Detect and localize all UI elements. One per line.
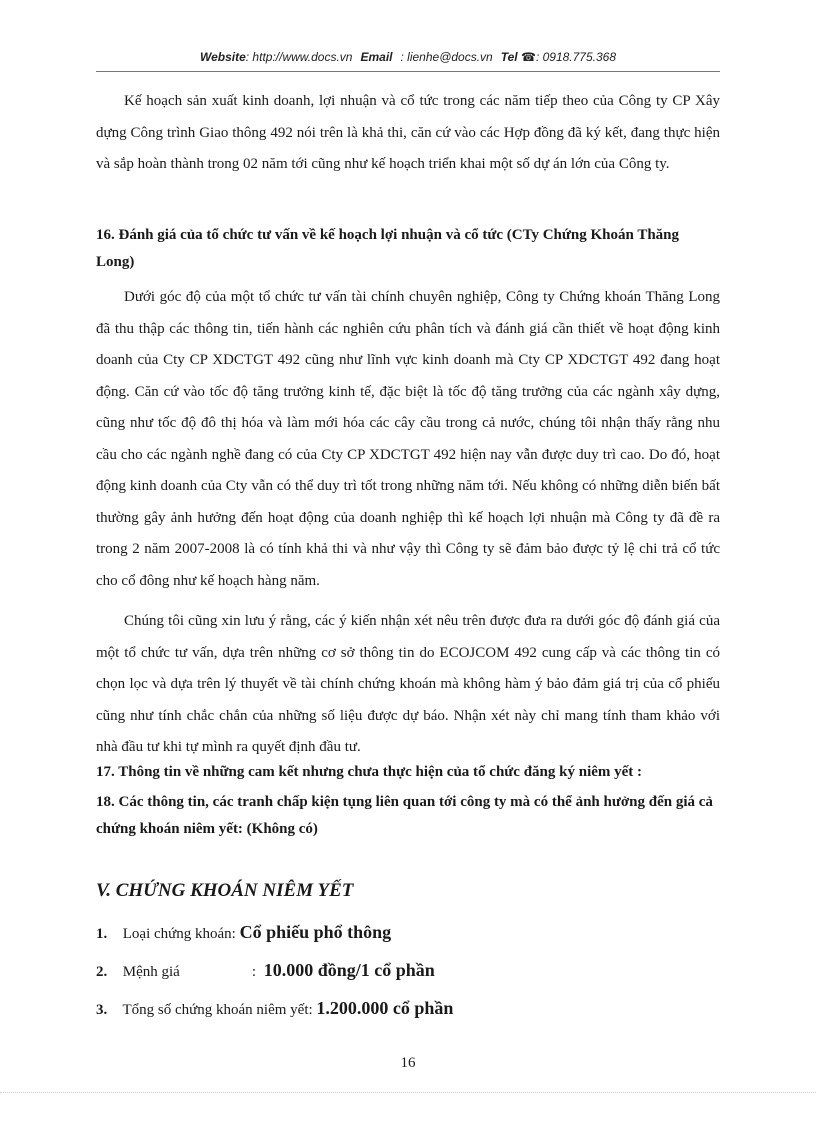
intro-paragraph: Kế hoạch sản xuất kinh doanh, lợi nhuận và cổ tức trong các năm tiếp theo của Công ty CP Xây dựng Công trình Giao thông 492 nói trên là khả thi, căn cứ vào các Hợp đồng đã ký kết, đang thực hiện và sắp hoàn thành trong 02 năm tới cũng như kế hoạch triển khai một số dự án lớn của Công ty. <box>96 93 720 172</box>
section-18-heading: 18. Các thông tin, các tranh chấp kiện tụng liên quan tới công ty mà có thể ảnh hưởng đến giá cả chứng khoán niêm yết: (Không có) <box>96 794 713 837</box>
listing-item-total <box>96 998 453 1019</box>
page-header <box>96 50 720 64</box>
item-number: 1. <box>96 926 108 942</box>
section-16-heading: 16. Đánh giá của tổ chức tư vấn về kế hoạch lợi nhuận và cổ tức (CTy Chứng Khoán Thăng Long) <box>96 227 680 270</box>
item-value: 10.000 đồng/1 cổ phần <box>263 960 435 980</box>
item-colon: : <box>251 964 256 980</box>
section-16-paragraph-2: Chúng tôi cũng xin lưu ý rằng, các ý kiến nhận xét nêu trên được đưa ra dưới góc độ đánh giá của một tổ chức tư vấn, dựa trên những cơ sở thông tin do ECOJCOM 492 cung cấp và các thông tin có chọn lọc và dựa trên lý thuyết về tài chính chứng khoán mà không hàm ý bảo đảm giá trị của cổ phiếu cũng như tính chắc chắn của những số liệu được dự báo. Nhận xét này chỉ mang tính tham khảo với nhà đầu tư khi tự mình ra quyết định đầu tư. <box>96 613 720 755</box>
intro-block <box>96 86 720 181</box>
item-value: Cổ phiếu phổ thông <box>239 922 392 942</box>
tel-value: : 0918.775.368 <box>535 50 617 64</box>
page-number: 16 <box>400 1055 416 1071</box>
phone-icon: ☎ <box>520 50 536 64</box>
item-number: 2. <box>96 964 108 980</box>
listing-item-par-value <box>96 960 435 981</box>
item-number: 3. <box>96 1002 108 1018</box>
footer-divider <box>0 1092 816 1093</box>
section-16-paragraph-1: Dưới góc độ của một tổ chức tư vấn tài chính chuyên nghiệp, Công ty Chứng khoán Thăng Long đã thu thập các thông tin, tiến hành các nghiên cứu phân tích và đánh giá cần thiết về hoạt động kinh doanh của Cty CP XDCTGT 492 cũng như lĩnh vực kinh doanh mà Cty CP XDCTGT 492 đang hoạt động. Căn cứ vào tốc độ tăng trưởng kinh tế, đặc biệt là tốc độ tăng trưởng của các ngành xây dựng, cũng như tốc độ đô thị hóa và làm mới hóa các cây cầu trong cả nước, chúng tôi nhận thấy rằng nhu cầu cho các ngành nghề đang có của Cty CP XDCTGT 492 hiện nay vẫn được duy trì cao. Do đó, hoạt động kinh doanh của Cty vẫn có thể duy trì tốt trong những năm tới. Nếu không có những diễn biến bất thường gây ảnh hưởng đến hoạt động của doanh nghiệp thì kế hoạch lợi nhuận mà Công ty đã đề ra trong 2 năm 2007-2008 là có tính khả thi và như vậy thì Công ty sẽ đảm bảo được tỷ lệ chi trả cổ tức cho cổ đông như kế hoạch hàng năm. <box>96 289 720 589</box>
tel-label: Tel <box>500 50 518 64</box>
section-16-body <box>96 282 720 764</box>
item-label: Loại chứng khoán: <box>122 926 236 942</box>
item-label: Tổng số chứng khoán niêm yết: <box>122 1002 313 1018</box>
listing-item-type <box>96 922 391 943</box>
header-divider <box>96 71 720 72</box>
item-value: 1.200.000 cổ phần <box>316 998 454 1018</box>
section-v-title: V. CHỨNG KHOÁN NIÊM YẾT <box>96 880 354 901</box>
email-value[interactable]: : lienhe@docs.vn <box>400 50 493 64</box>
website-value[interactable]: : http://www.docs.vn <box>245 50 353 64</box>
item-label: Mệnh giá <box>122 964 180 980</box>
section-17-heading: 17. Thông tin về những cam kết nhưng chưa thực hiện của tổ chức đăng ký niêm yết : <box>96 764 643 780</box>
email-label: Email <box>360 50 393 64</box>
website-label: Website <box>199 50 246 64</box>
